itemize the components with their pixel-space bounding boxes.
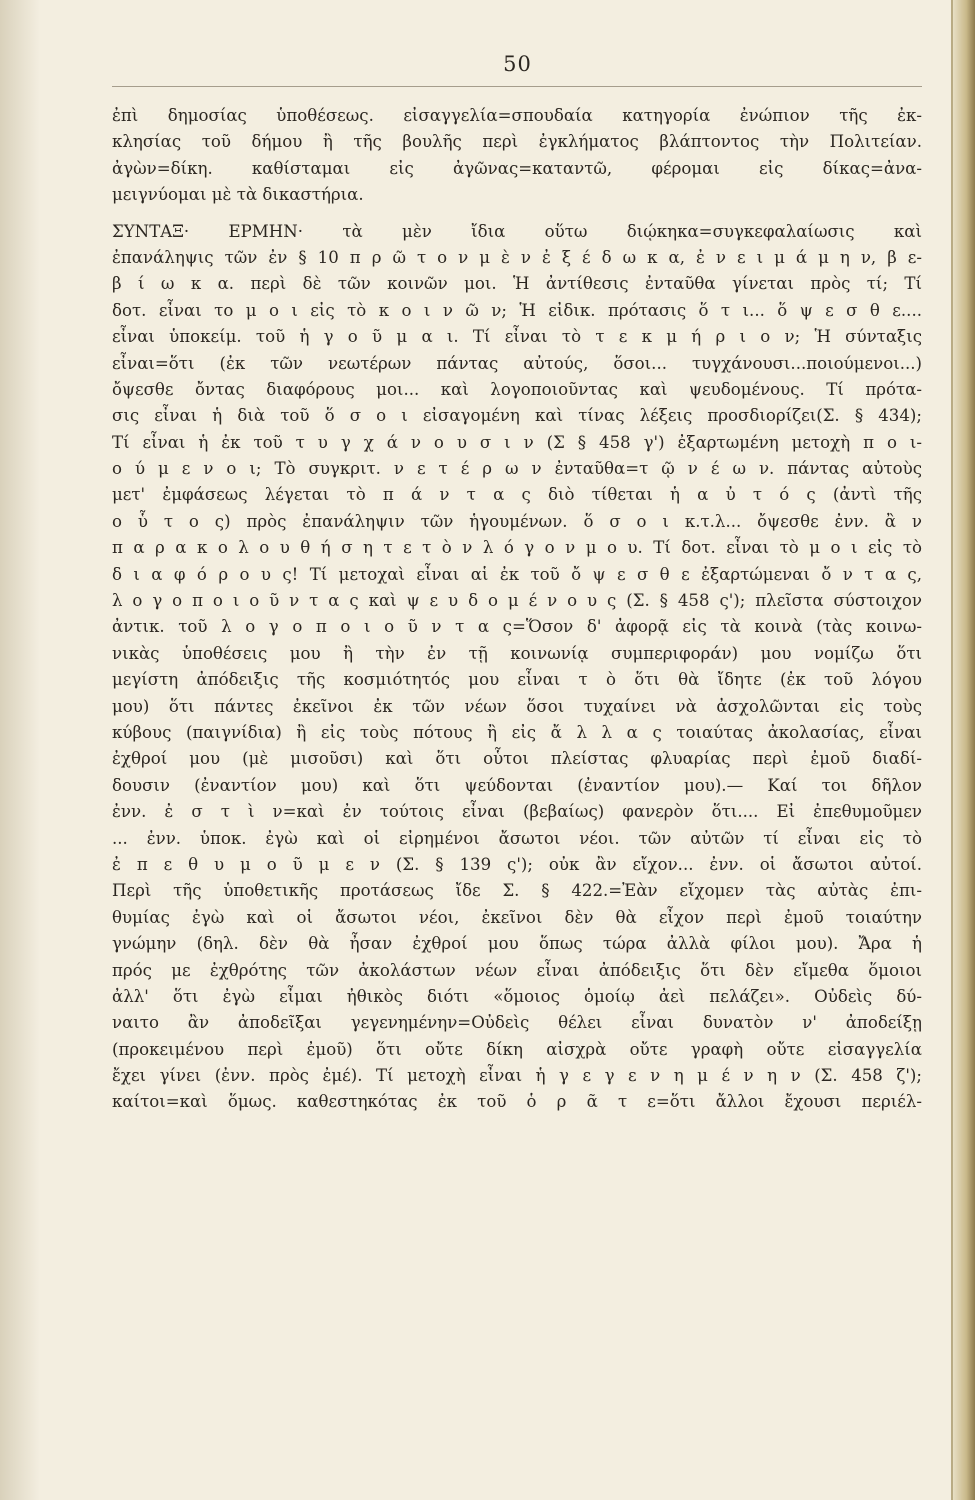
commentary-text bbox=[112, 103, 922, 1116]
text-line: ναιτο ἂν ἀποδεῖξαι γεγενημένην=Οὐδεὶς θέλει εἶναι δυνατὸν ν' ἀποδείξῃ bbox=[112, 1013, 922, 1033]
text-line: μειγνύομαι μὲ τὰ δικαστήρια. bbox=[112, 185, 364, 205]
text-line: δ ι α φ ό ρ ο υ ς! Τί μετοχαὶ εἶναι αἱ ἐκ τοῦ ὄ ψ ε σ θ ε ἐξαρτώμεναι ὄ ν τ α ς, bbox=[112, 564, 922, 584]
text-line: θυμίας ἐγὼ καὶ οἱ ἄσωτοι νέοι, ἐκεῖνοι δὲν θὰ εἶχον περὶ ἐμοῦ τοιαύτην bbox=[112, 907, 922, 927]
text-line: ἐ π ε θ υ μ ο ῦ μ ε ν (Σ. § 139 ς'); οὐκ ἂν εἴχον... ἐνν. οἱ ἄσωτοι αὐτοί. bbox=[112, 854, 922, 874]
text-line: ἔχει γίνει (ἐνν. πρὸς ἐμέ). Τί μετοχὴ εἶναι ἡ γ ε γ ε ν η μ έ ν η ν (Σ. 458 ζ'); bbox=[112, 1066, 922, 1086]
page-number: 50 bbox=[503, 52, 532, 76]
text-line: νικὰς ὑποθέσεις μου ἢ τὴν ἐν τῇ κοινωνίᾳ συμπεριφοράν) μου νομίζω ὅτι bbox=[112, 643, 922, 663]
page-shadow bbox=[0, 0, 40, 1500]
header-rule bbox=[112, 86, 922, 87]
text-line: κλησίας τοῦ δήμου ἢ τῆς βουλῆς περὶ ἐγκλήματος βλάπτοντος τὴν Πολιτείαν. bbox=[112, 132, 922, 152]
text-line: μου) ὅτι πάντες ἐκεῖνοι ἐκ τῶν νέων ὅσοι τυχαίνει νὰ ἀσχολῶνται εἰς τοὺς bbox=[112, 696, 922, 716]
text-line: β ί ω κ α. περὶ δὲ τῶν κοινῶν μοι. Ἡ ἀντίθεσις ἐνταῦθα γίνεται πρὸς τί; Τί bbox=[112, 274, 922, 294]
text-line: (προκειμένου περὶ ἐμοῦ) ὅτι οὔτε δίκη αἰσχρὰ οὔτε γραφὴ οὔτε εἰσαγγελία bbox=[112, 1039, 922, 1059]
text-line: μεγίστη ἀπόδειξις τῆς κοσμιότητός μου εἶναι τ ὸ ὅτι θὰ ἴδητε (ἐκ τοῦ λόγου bbox=[112, 670, 922, 690]
text-line: π α ρ α κ ο λ ο υ θ ή σ η τ ε τ ὸ ν λ ό γ ο ν μ ο υ. Τί δοτ. εἶναι τὸ μ ο ι εἰς τὸ bbox=[112, 538, 922, 558]
text-line: πρός με ἐχθρότης τῶν ἀκολάστων νέων εἶναι ἀπόδειξις ὅτι δὲν εἴμεθα ὅμοιοι bbox=[112, 960, 922, 980]
text-line: εἶναι ὑποκείμ. τοῦ ἡ γ ο ῦ μ α ι. Τί εἶναι τὸ τ ε κ μ ή ρ ι ο ν; Ἡ σύνταξις bbox=[112, 327, 922, 347]
text-line: ἀγὼν=δίκη. καθίσταμαι εἰς ἀγῶνας=καταντῶ, φέρομαι εἰς δίκας=ἀνα- bbox=[112, 158, 922, 178]
text-line: εἶναι=ὅτι (ἐκ τῶν νεωτέρων πάντας αὐτούς, ὅσοι... τυγχάνουσι...ποιούμενοι...) bbox=[112, 353, 922, 373]
text-line: δουσιν (ἐναντίον μου) καὶ ὅτι ψεύδονται (ἐναντίον μου).— Καί τοι δῆλον bbox=[112, 775, 922, 795]
text-line: ... ἐνν. ὑποκ. ἐγὼ καὶ οἱ εἰρημένοι ἄσωτοι νέοι. τῶν αὐτῶν τί εἶναι εἰς τὸ bbox=[112, 828, 922, 848]
text-line: κύβους (παιγνίδια) ἢ εἰς τοὺς πότους ἢ εἰς ἄ λ λ α ς τοιαύτας ἀκολασίας, εἶναι bbox=[112, 722, 922, 742]
text-line: ἐνν. ἐ σ τ ὶ ν=καὶ ἐν τούτοις εἶναι (βεβαίως) φανερὸν ὅτι.... Εἰ ἐπεθυμοῦμεν bbox=[112, 802, 922, 822]
text-line: ἐπανάληψις τῶν ἐν § 10 π ρ ῶ τ ο ν μ ὲ ν ἐ ξ έ δ ω κ α, ἐ ν ε ι μ ά μ η ν, β ε- bbox=[112, 247, 922, 267]
text-line: ο ὗ τ ο ς) πρὸς ἐπανάληψιν τῶν ἡγουμένων. ὅ σ ο ι κ.τ.λ... ὄψεσθε ἐνν. ἂ ν bbox=[112, 511, 922, 531]
text-line: ἀντικ. τοῦ λ ο γ ο π ο ι ο ῦ ν τ α ς=Ὅσον δ' ἀφορᾷ εἰς τὰ κοινὰ (τὰς κοινω- bbox=[112, 617, 922, 637]
text-line: λ ο γ ο π ο ι ο ῦ ν τ α ς καὶ ψ ε υ δ ο μ έ ν ο υ ς (Σ. § 458 ς'); πλεῖστα σύστοιχον bbox=[112, 591, 922, 611]
text-line: ἀλλ' ὅτι ἐγὼ εἶμαι ἠθικὸς διότι «ὅμοιος ὁμοίῳ ἀεὶ πελάζει». Οὐδεὶς δύ- bbox=[112, 986, 922, 1006]
text-line: Τί εἶναι ἡ ἐκ τοῦ τ υ γ χ ά ν ο υ σ ι ν (Σ § 458 γ') ἐξαρτωμένη μετοχὴ π ο ι- bbox=[112, 432, 922, 452]
text-line: ΣΥΝΤΑΞ· ΕΡΜΗΝ· τὰ μὲν ἴδια οὕτω διῴκηκα=συγκεφαλαίωσις καὶ bbox=[112, 221, 922, 241]
text-line: σις εἶναι ἡ διὰ τοῦ ὅ σ ο ι εἰσαγομένη καὶ τίνας λέξεις προσδιορίζει(Σ. § 434); bbox=[112, 406, 922, 426]
text-line: ὄψεσθε ὄντας διαφόρους μοι... καὶ λογοποιοῦντας καὶ ψευδομένους. Τί πρότα- bbox=[112, 379, 922, 399]
text-line: δοτ. εἶναι το μ ο ι εἰς τὸ κ ο ι ν ῶ ν; Ἡ εἰδικ. πρότασις ὅ τ ι... ὅ ψ ε σ θ ε.... bbox=[112, 300, 922, 320]
text-line: μετ' ἐμφάσεως λέγεται τὸ π ά ν τ α ς διὸ τίθεται ἡ α ὐ τ ό ς (ἀντὶ τῆς bbox=[112, 485, 922, 505]
paragraph-syntax bbox=[112, 219, 922, 1116]
text-line: ο ύ μ ε ν ο ι; Τὸ συγκριτ. ν ε τ έ ρ ω ν ἐνταῦθα=τ ῷ ν έ ω ν. πάντας αὐτοὺς bbox=[112, 459, 922, 479]
text-line: ἐχθροί μου (μὲ μισοῦσι) καὶ ὅτι οὗτοι πλείστας φλυαρίας περὶ ἐμοῦ διαδί- bbox=[112, 749, 922, 769]
paragraph-vocabulary bbox=[112, 103, 922, 209]
text-line: καίτοι=καὶ ὅμως. καθεστηκότας ἐκ τοῦ ὁ ρ ᾶ τ ε=ὅτι ἄλλοι ἔχουσι περιέλ- bbox=[112, 1092, 922, 1112]
text-line: ἐπὶ δημοσίας ὑποθέσεως. εἰσαγγελία=σπουδαία κατηγορία ἐνώπιον τῆς ἐκ- bbox=[112, 106, 922, 125]
text-line: Περὶ τῆς ὑποθετικῆς προτάσεως ἴδε Σ. § 422.=Ἐὰν εἴχομεν τὰς αὐτὰς ἐπι- bbox=[112, 881, 922, 901]
text-line: γνώμην (δηλ. δὲν θὰ ἦσαν ἐχθροί μου ὅπως τώρα ἀλλὰ φίλοι μου). Ἄρα ἡ bbox=[112, 934, 922, 954]
book-page-edge bbox=[953, 0, 975, 1500]
